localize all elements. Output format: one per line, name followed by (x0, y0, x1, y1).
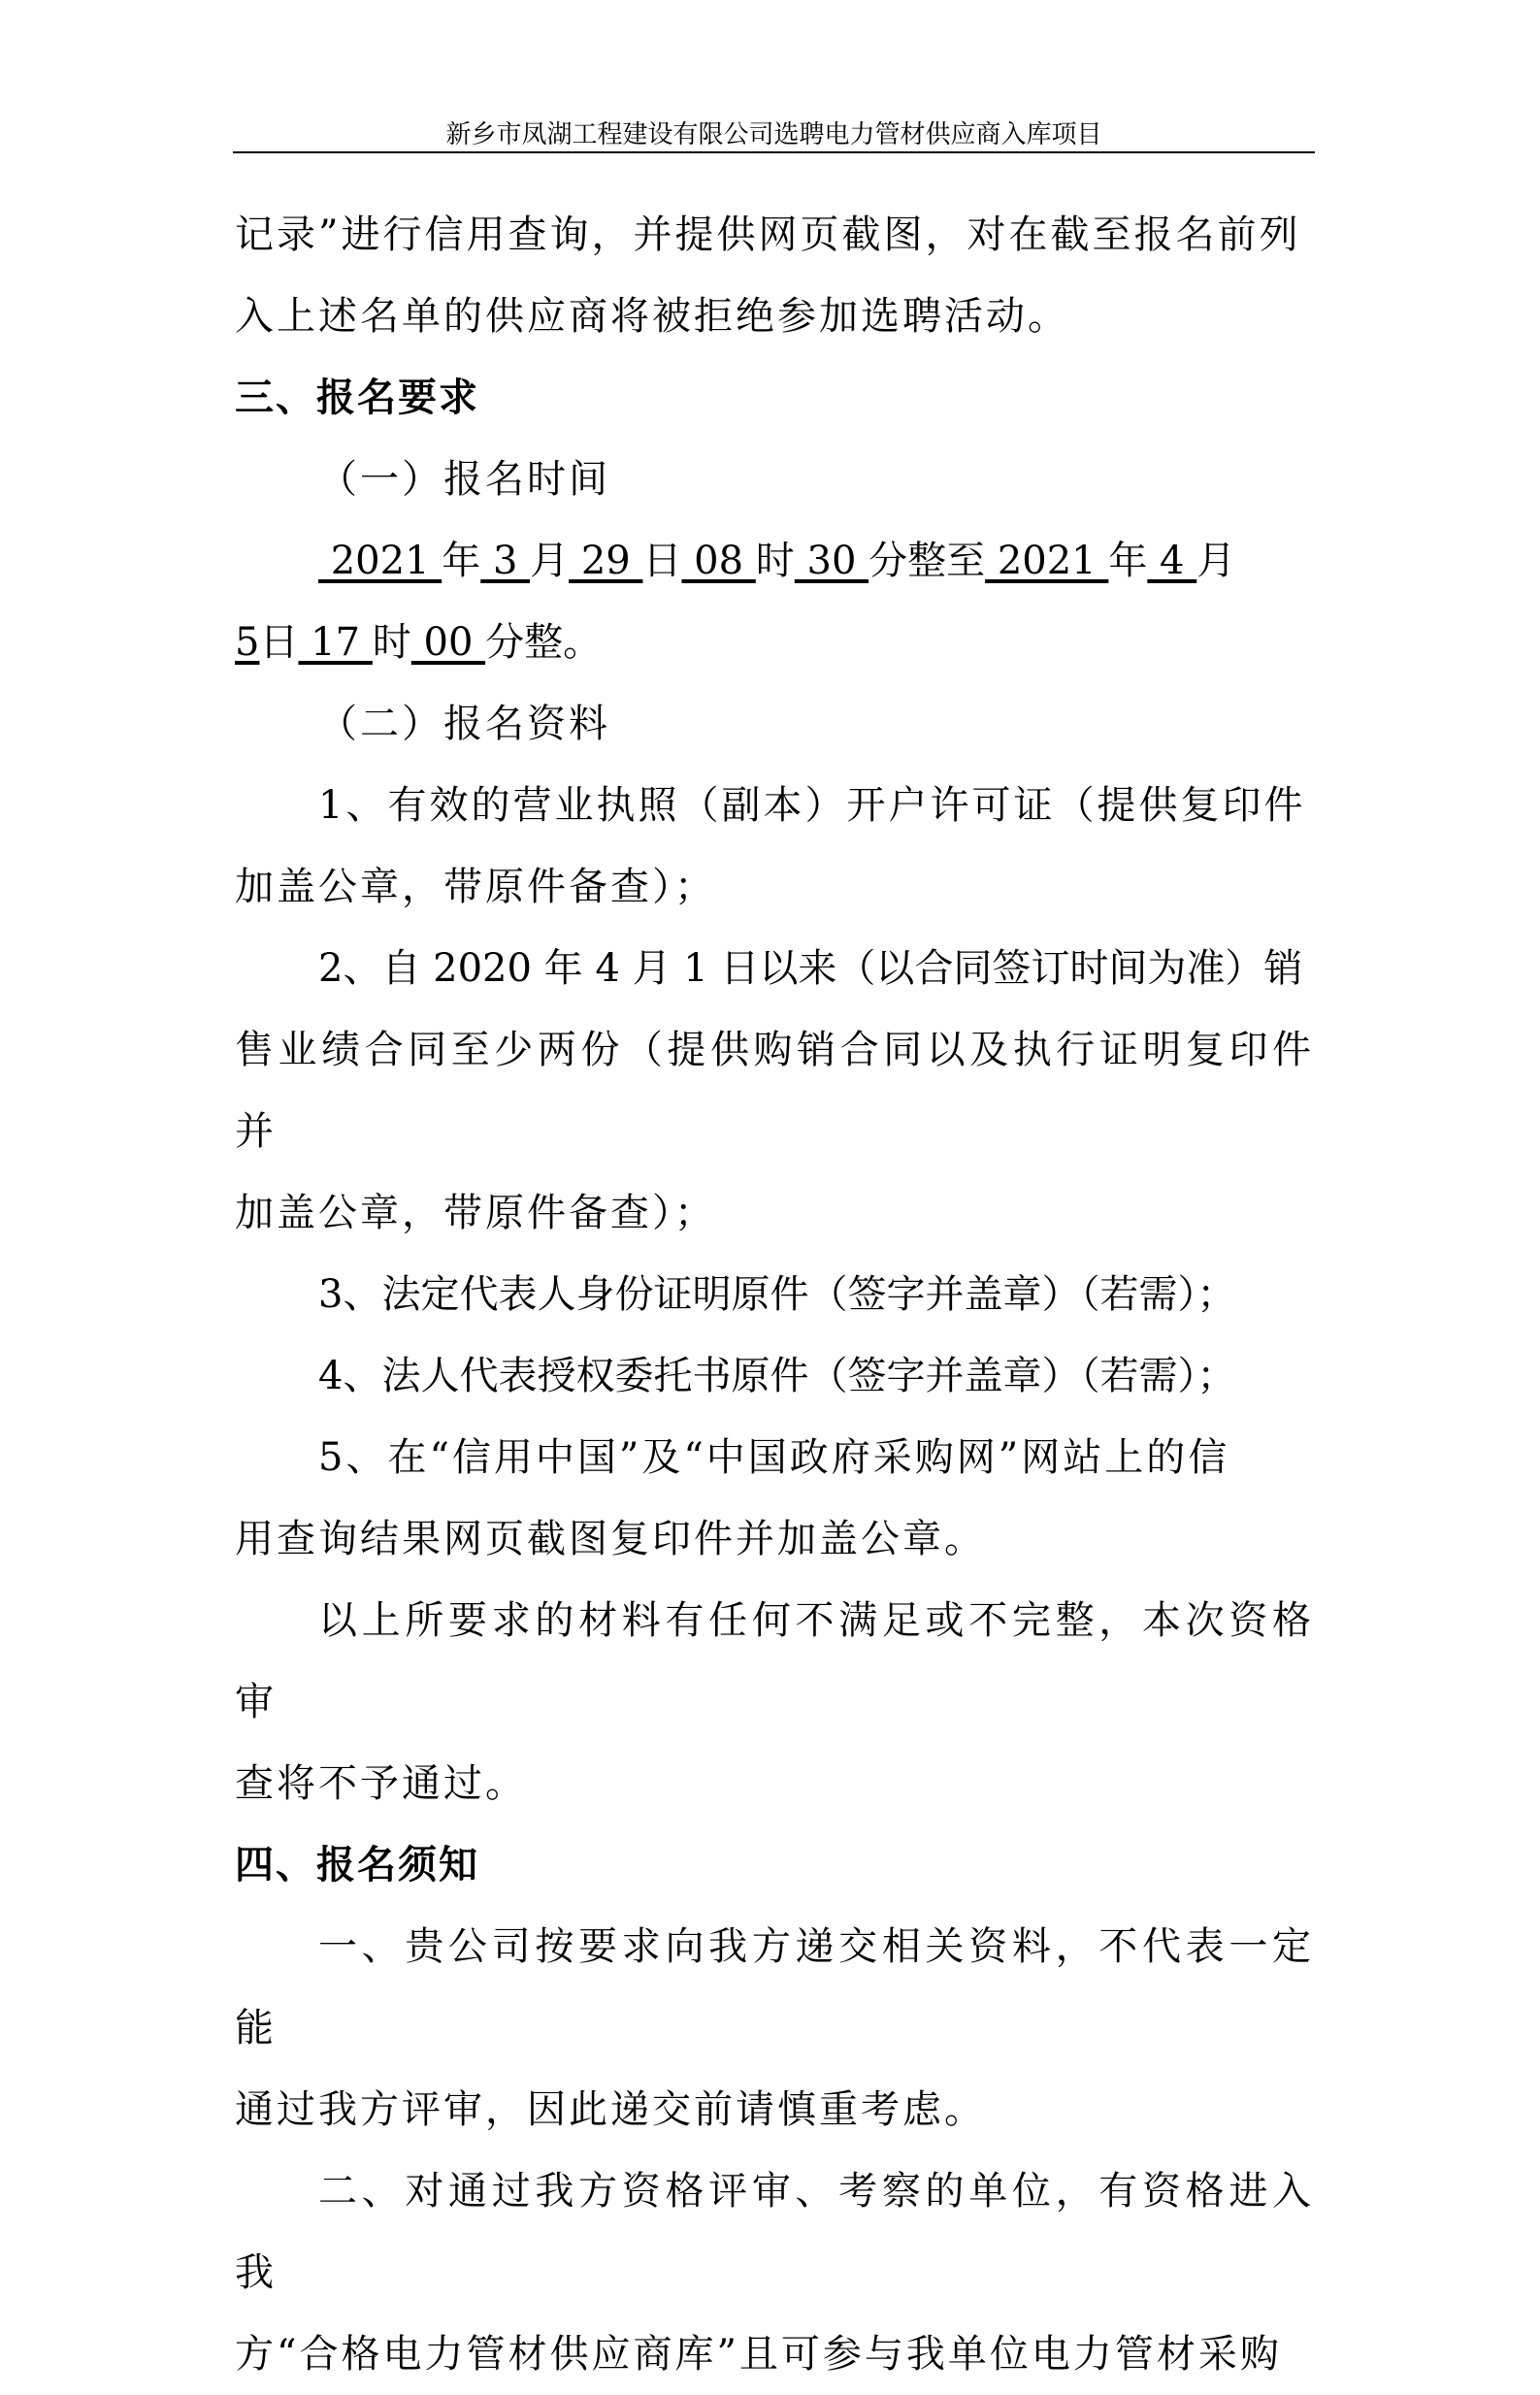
end-hour: 17 (298, 620, 373, 665)
subheading-registration-time: （一）报名时间 (318, 457, 610, 502)
section-heading-3: 三、报名要求 (235, 376, 479, 420)
paragraph: 二、对通过我方资格评审、考察的单位，有资格进入我 (235, 2169, 1314, 2295)
list-item-continued: 加盖公章，带原件备查）； (235, 1191, 716, 1235)
header-divider (233, 151, 1315, 153)
list-item: 2、自 2020 年 4 月 1 日以来（以合同签订时间为准）销 (318, 946, 1303, 991)
start-minute: 30 (794, 539, 869, 583)
paragraph: 入上述名单的供应商将被拒绝参加选聘活动。 (235, 294, 1069, 339)
page-header-title: 新乡市凤湖工程建设有限公司选聘电力管材供应商入库项目 (445, 120, 1102, 149)
list-item: 4、法人代表授权委托书原件（签字并盖章）（若需）； (318, 1354, 1236, 1398)
list-item-continued: 加盖公章，带原件备查）； (235, 865, 716, 909)
paragraph: 记录”进行信用查询，并提供网页截图，对在截至报名前列 (235, 213, 1301, 257)
subheading-registration-materials: （二）报名资料 (318, 702, 610, 746)
start-month: 3 (480, 539, 531, 583)
end-day: 5 (235, 620, 260, 665)
paragraph: 查将不予通过。 (235, 1761, 527, 1806)
list-item: 5、在“信用中国”及“中国政府采购网”网站上的信 (318, 1435, 1230, 1480)
section-heading-4: 四、报名须知 (235, 1843, 479, 1887)
registration-time-line-2: 5日 17 时 00 分整。 (235, 620, 603, 665)
start-hour: 08 (681, 539, 756, 583)
list-item-continued: 售业绩合同至少两份（提供购销合同以及执行证明复印件并 (235, 1028, 1314, 1154)
list-item: 1、有效的营业执照（副本）开户许可证（提供复印件 (318, 783, 1306, 828)
paragraph: 一、贵公司按要求向我方递交相关资料，不代表一定能 (235, 1924, 1314, 2051)
registration-time-line-1: 2021 年 3 月 29 日 08 时 30 分整至 2021 年 4 月 (318, 539, 1236, 583)
paragraph: 以上所要求的材料有任何不满足或不完整，本次资格审 (235, 1598, 1314, 1724)
start-year: 2021 (318, 539, 442, 583)
start-day: 29 (569, 539, 643, 583)
list-item: 3、法定代表人身份证明原件（签字并盖章）（若需）； (318, 1272, 1236, 1317)
end-year: 2021 (985, 539, 1109, 583)
paragraph: 通过我方评审，因此递交前请慎重考虑。 (235, 2087, 986, 2132)
paragraph: 方“合格电力管材供应商库”且可参与我单位电力管材采购 (235, 2332, 1282, 2377)
list-item-continued: 用查询结果网页截图复印件并加盖公章。 (235, 1517, 986, 1561)
end-minute: 00 (410, 620, 486, 665)
end-month: 4 (1147, 539, 1197, 583)
document-body (235, 194, 1314, 2395)
